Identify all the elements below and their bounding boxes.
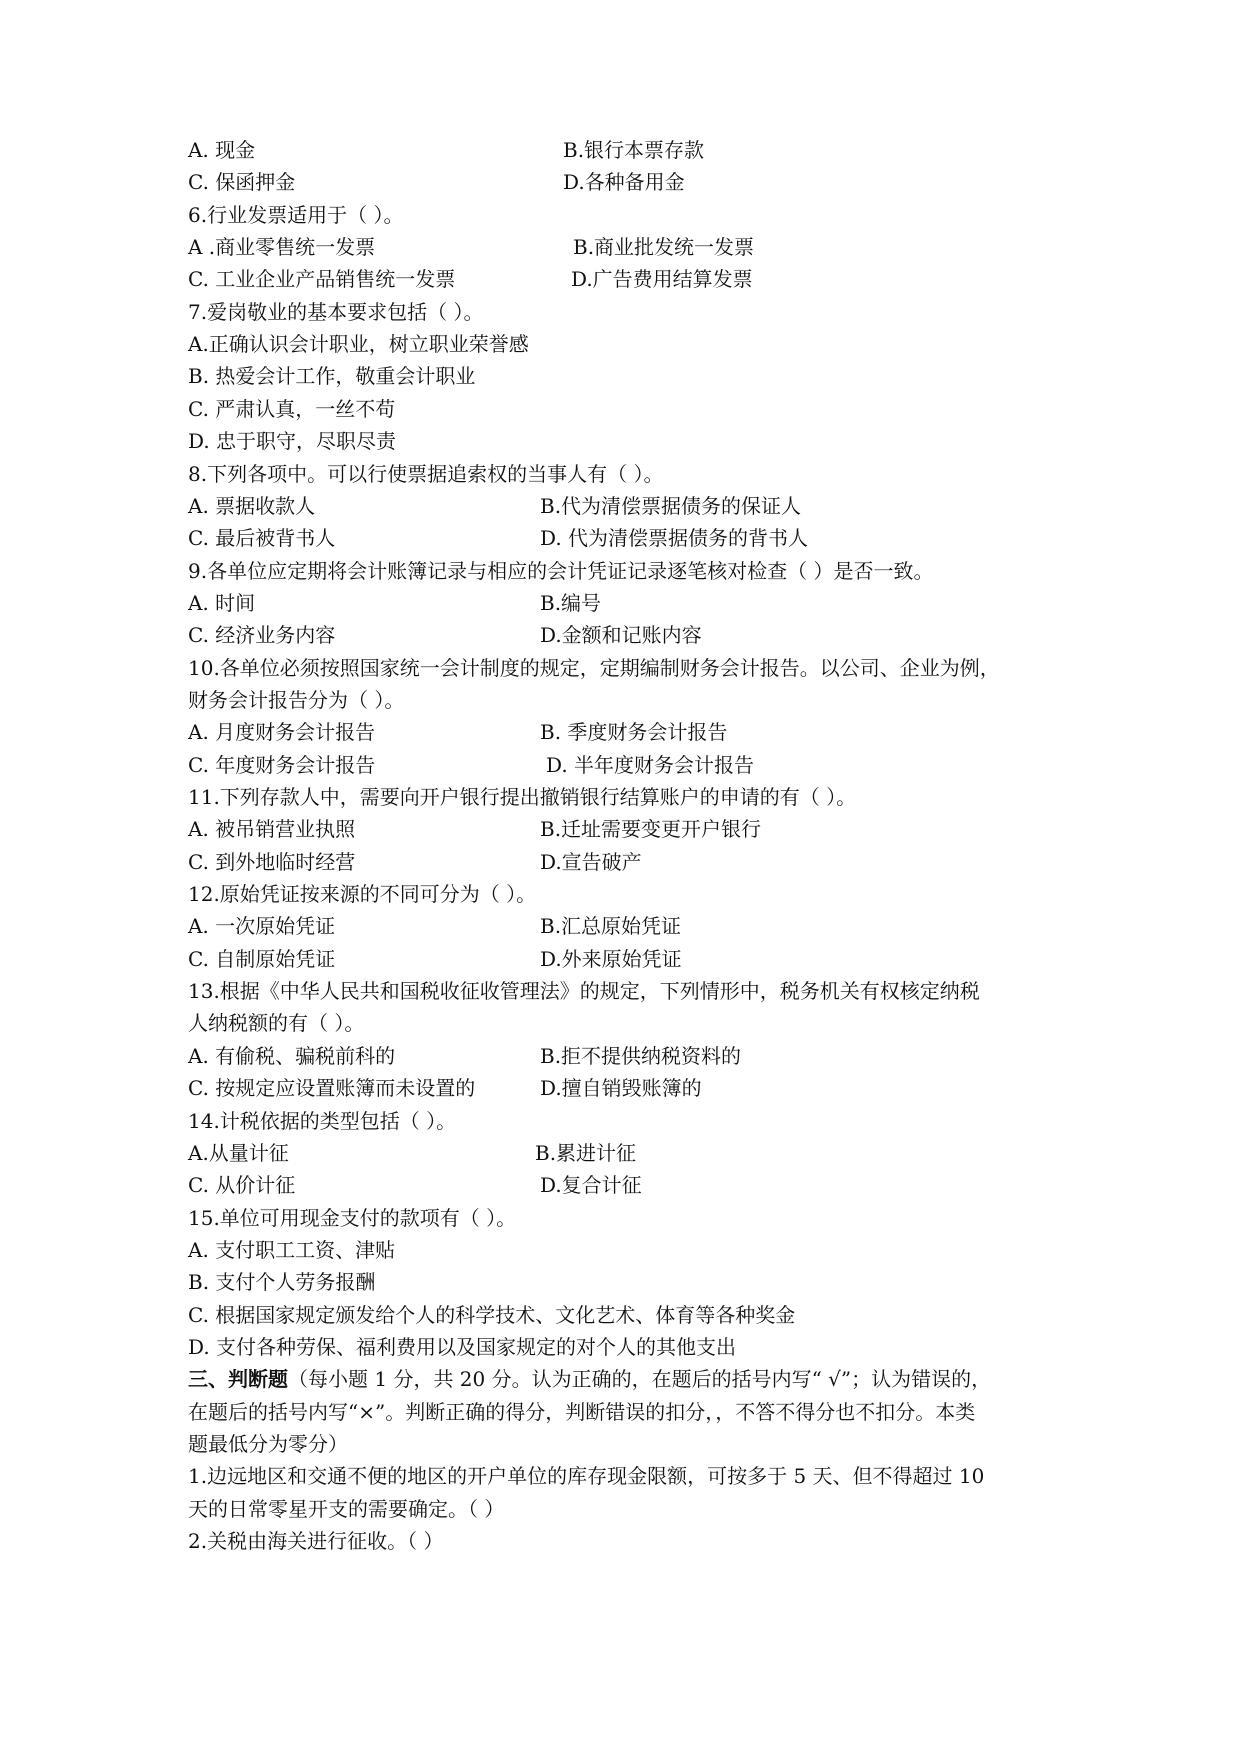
text-line	[188, 1234, 1068, 1266]
text-line	[188, 1266, 1068, 1298]
option-left: C. 到外地临时经营	[188, 850, 356, 874]
text-line	[188, 1169, 1068, 1201]
option-left: A. 票据收款人	[188, 494, 316, 518]
text-line	[188, 1137, 1068, 1169]
line-text: A. 支付职工工资、津贴	[188, 1238, 396, 1262]
text-line	[188, 522, 1068, 554]
text-line	[188, 1040, 1068, 1072]
option-right: D. 半年度财务会计报告	[546, 753, 755, 777]
text-line	[188, 587, 1068, 619]
text-line	[188, 425, 1068, 457]
option-right: D.擅自销毁账簿的	[540, 1076, 702, 1100]
text-line	[188, 1299, 1068, 1331]
text-line	[188, 1331, 1068, 1363]
option-right: D.外来原始凭证	[540, 947, 682, 971]
line-text: （每小题 1 分，共 20 分。认为正确的，在题后的括号内写“ √”；认为错误的，	[288, 1367, 992, 1391]
option-right: D.宣告破产	[540, 850, 642, 874]
line-text: 15.单位可用现金支付的款项有（ ）。	[188, 1206, 517, 1230]
line-text: 天的日常零星开支的需要确定。（ ）	[188, 1497, 505, 1521]
line-text: B. 热爱会计工作，敬重会计职业	[188, 364, 476, 388]
text-line	[188, 1202, 1068, 1234]
line-text: 1.边远地区和交通不便的地区的开户单位的库存现金限额，可按多于 5 天、但不得超过 10	[188, 1464, 985, 1488]
text-line	[188, 943, 1068, 975]
text-line	[188, 555, 1068, 587]
line-text: 6.行业发票适用于（ ）。	[188, 203, 404, 227]
line-text: D. 支付各种劳保、福利费用以及国家规定的对个人的其他支出	[188, 1335, 737, 1359]
text-line	[188, 458, 1068, 490]
option-left: A .商业零售统一发票	[188, 235, 376, 259]
text-line	[188, 231, 1068, 263]
option-right: D.复合计征	[540, 1173, 642, 1197]
option-right: B.汇总原始凭证	[540, 914, 682, 938]
line-text: D. 忠于职守，尽职尽责	[188, 429, 397, 453]
option-left: A. 月度财务会计报告	[188, 720, 376, 744]
text-line	[188, 716, 1068, 748]
line-text: 9.各单位应定期将会计账簿记录与相应的会计凭证记录逐笔核对检查（ ）是否一致。	[188, 559, 934, 583]
option-left: C. 从价计征	[188, 1173, 296, 1197]
option-left: C. 自制原始凭证	[188, 947, 336, 971]
text-line	[188, 490, 1068, 522]
text-line	[188, 975, 1068, 1007]
option-right: B. 季度财务会计报告	[540, 720, 728, 744]
section-heading: 三、判断题	[188, 1367, 288, 1391]
text-line	[188, 328, 1068, 360]
option-left: A. 被吊销营业执照	[188, 817, 356, 841]
text-line	[188, 781, 1068, 813]
option-right: B.迁址需要变更开户银行	[540, 817, 762, 841]
option-right: B.拒不提供纳税资料的	[540, 1044, 742, 1068]
option-right: B.银行本票存款	[563, 138, 705, 162]
option-left: C. 保函押金	[188, 170, 296, 194]
line-text: 7.爱岗敬业的基本要求包括（ ）。	[188, 300, 484, 324]
option-right: B.代为清偿票据债务的保证人	[540, 494, 802, 518]
line-text: C. 严肃认真，一丝不苟	[188, 397, 396, 421]
option-right: D.金额和记账内容	[540, 623, 702, 647]
text-line	[188, 910, 1068, 942]
option-right: B.编号	[540, 591, 602, 615]
line-text: 11.下列存款人中，需要向开户银行提出撤销银行结算账户的申请的有（ ）。	[188, 785, 857, 809]
line-text: 题最低分为零分）	[188, 1432, 348, 1456]
option-left: A. 一次原始凭证	[188, 914, 336, 938]
text-line	[188, 263, 1068, 295]
text-line	[188, 749, 1068, 781]
text-line	[188, 1007, 1068, 1039]
line-text: 13.根据《中华人民共和国税收征收管理法》的规定，下列情形中，税务机关有权核定纳税	[188, 979, 980, 1003]
text-line	[188, 393, 1068, 425]
option-left: C. 年度财务会计报告	[188, 753, 376, 777]
text-line	[188, 1493, 1068, 1525]
option-right: B.累进计征	[535, 1141, 637, 1165]
line-text: 在题后的括号内写“×”。判断正确的得分，判断错误的扣分，，不答不得分也不扣分。本类	[188, 1400, 976, 1424]
text-line	[188, 199, 1068, 231]
text-line	[188, 684, 1068, 716]
option-left: C. 经济业务内容	[188, 623, 336, 647]
option-left: A. 有偷税、骗税前科的	[188, 1044, 396, 1068]
text-line	[188, 1363, 1068, 1395]
option-left: A.从量计征	[188, 1141, 289, 1165]
text-line	[188, 813, 1068, 845]
option-right: D. 代为清偿票据债务的背书人	[540, 526, 809, 550]
option-left: C. 最后被背书人	[188, 526, 336, 550]
text-line	[188, 878, 1068, 910]
line-text: 人纳税额的有（ ）。	[188, 1011, 365, 1035]
text-line	[188, 1525, 1068, 1557]
option-left: C. 按规定应设置账簿而未设置的	[188, 1076, 476, 1100]
text-line	[188, 652, 1068, 684]
text-line	[188, 1460, 1068, 1492]
text-line	[188, 619, 1068, 651]
text-line	[188, 846, 1068, 878]
text-line	[188, 296, 1068, 328]
line-text: 8.下列各项中。可以行使票据追索权的当事人有（ ）。	[188, 462, 664, 486]
text-line	[188, 1396, 1068, 1428]
line-text: 14.计税依据的类型包括（ ）。	[188, 1109, 457, 1133]
text-line	[188, 166, 1068, 198]
line-text: 12.原始凭证按来源的不同可分为（ ）。	[188, 882, 537, 906]
text-line	[188, 1105, 1068, 1137]
line-text: 财务会计报告分为（ ）。	[188, 688, 405, 712]
line-text: 10.各单位必须按照国家统一会计制度的规定，定期编制财务会计报告。以公司、企业为例，	[188, 656, 1000, 680]
option-left: C. 工业企业产品销售统一发票	[188, 267, 456, 291]
text-line	[188, 360, 1068, 392]
option-left: A. 时间	[188, 591, 256, 615]
line-text: C. 根据国家规定颁发给个人的科学技术、文化艺术、体育等各种奖金	[188, 1303, 796, 1327]
line-text: B. 支付个人劳务报酬	[188, 1270, 376, 1294]
option-left: A. 现金	[188, 138, 256, 162]
line-text: A.正确认识会计职业，树立职业荣誉感	[188, 332, 529, 356]
text-line	[188, 1072, 1068, 1104]
text-line	[188, 1428, 1068, 1460]
text-line	[188, 134, 1068, 166]
option-right: D.各种备用金	[563, 170, 685, 194]
option-right: D.广告费用结算发票	[571, 267, 753, 291]
option-right: B.商业批发统一发票	[573, 235, 755, 259]
line-text: 2.关税由海关进行征收。（ ）	[188, 1529, 444, 1553]
